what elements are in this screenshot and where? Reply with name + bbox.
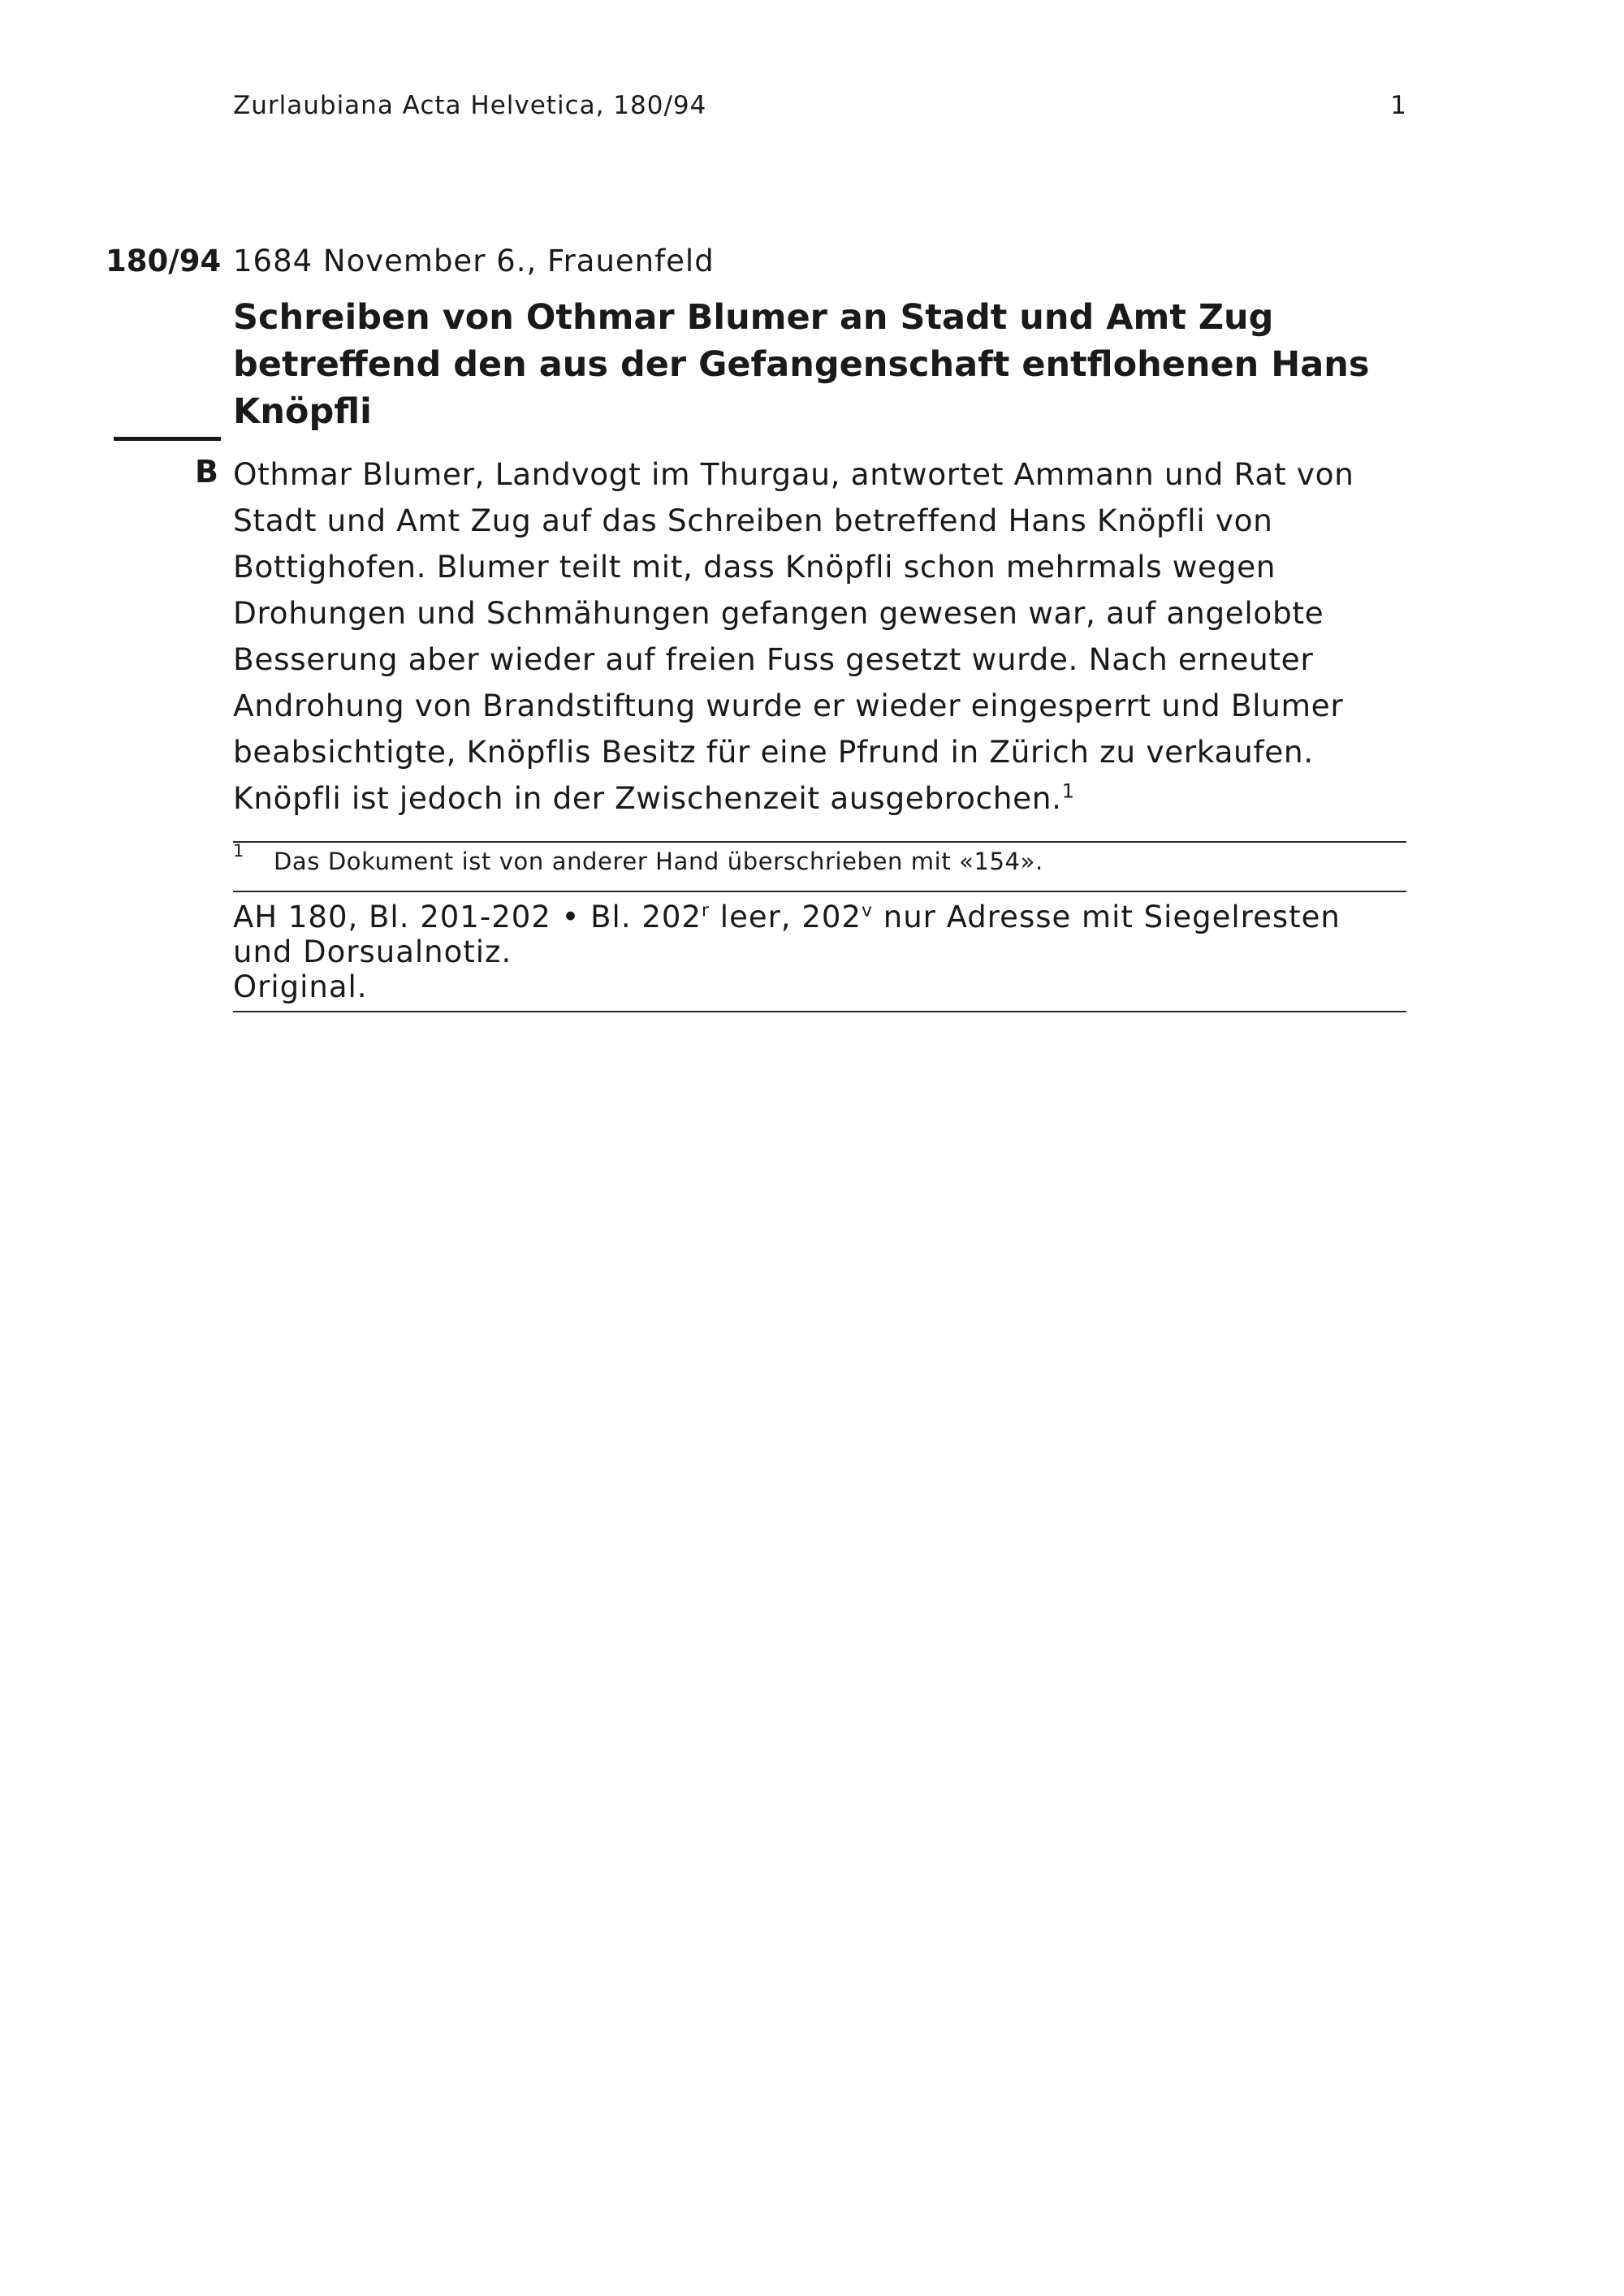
section-letter: B [195,454,218,490]
summary-text: Othmar Blumer, Landvogt im Thurgau, antwortet Ammann und Rat von Stadt und Amt Zug auf das Schreiben betreffend Hans Knöpfli von Bottighofen. Blumer teilt mit, dass Knöpfli schon mehrmals wegen Drohungen und Schmähungen gefangen gewesen war, auf angelobte Besserung aber wieder auf freien Fuss gesetzt wurde. Nach erneuter Androhung von Brandstiftung wurde er wieder eingesperrt und Blumer beabsichtigte, Knöpflis Besitz für eine Pfrund in Zürich zu verkaufen. Knöpfli ist jedoch in der Zwischenzeit ausgebrochen. [233,456,1354,816]
source-note [233,900,1406,1004]
source-top-rule [233,891,1406,892]
footnote-number: 1 [233,841,244,861]
section-marker-rule [114,437,221,441]
page-number: 1 [1390,91,1406,120]
document-date-place: 1684 November 6., Frauenfeld [233,244,715,278]
source-line-2: Original. [233,969,368,1004]
footnote-text: Das Dokument ist von anderer Hand überschrieben mit «154». [274,848,1043,875]
footnote-top-rule [233,841,1406,843]
document-number: 180/94 [106,244,222,278]
document-title: Schreiben von Othmar Blumer an Stadt und Amt Zug betreffend den aus der Gefangenschaft entflohenen Hans Knöpfli [233,297,1370,432]
summary-paragraph [233,451,1406,822]
source-line-1: AH 180, Bl. 201-202 • Bl. 202$^r$ leer, 202$^v$ nur Adresse mit Siegelresten und Dorsualnotiz. [233,900,1341,969]
source-bottom-rule [233,1011,1406,1012]
footnote-reference: 1 [1061,779,1075,803]
running-title: Zurlaubiana Acta Helvetica, 180/94 [233,91,707,120]
